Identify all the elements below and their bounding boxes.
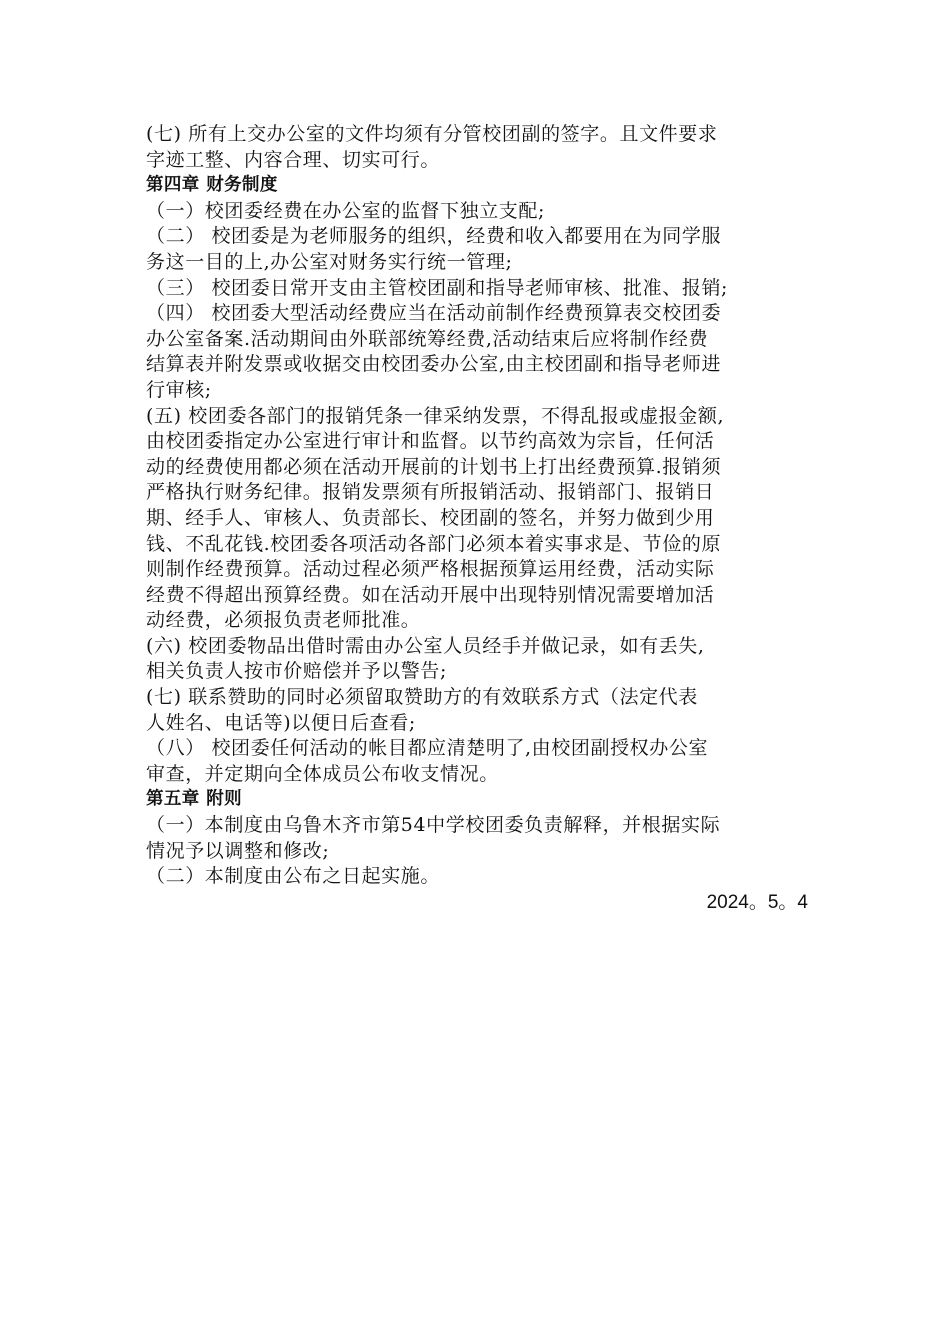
paragraph: [146, 224, 810, 275]
text-line: （三） 校团委日常开支由主管校团副和指导老师审核、批准、报销;: [146, 276, 729, 299]
text-line: 由校团委指定办公室进行审计和监督。以节约高效为宗旨，任何活: [146, 430, 715, 453]
text-line: 行审核;: [146, 378, 212, 401]
text-line: 则制作经费预算。活动过程必须严格根据预算运用经费，活动实际: [146, 558, 715, 581]
text-line: (七) 联系赞助的同时必须留取赞助方的有效联系方式（法定代表: [146, 686, 698, 709]
text-line: （一）本制度由乌鲁木齐市第54中学校团委负责解释，并根据实际: [146, 814, 721, 837]
document-date: 2024。5。4: [706, 891, 808, 913]
text-line: （二）本制度由公布之日起实施。: [146, 865, 441, 888]
paragraph: [146, 122, 810, 173]
paragraph: [146, 276, 810, 302]
text-line: 动的经费使用都必须在活动开展前的计划书上打出经费预算.报销须: [146, 455, 722, 478]
text-line: （一）校团委经费在办公室的监督下独立支配;: [146, 199, 546, 222]
text-line: 审查，并定期向全体成员公布收支情况。: [146, 762, 499, 785]
paragraph: [146, 685, 810, 736]
text-line: （四） 校团委大型活动经费应当在活动前制作经费预算表交校团委: [146, 302, 722, 325]
text-line: 期、经手人、审核人、负责部长、校团副的签名，并努力做到少用: [146, 506, 715, 529]
paragraph: [146, 864, 810, 890]
text-line: 办公室备案.活动期间由外联部统筹经费,活动结束后应将制作经费: [146, 327, 709, 350]
text-line: 严格执行财务纪律。报销发票须有所报销活动、报销部门、报销日: [146, 481, 715, 504]
text-line: 情况予以调整和修改;: [146, 839, 330, 862]
document-page: [146, 122, 810, 915]
text-line: （八） 校团委任何活动的帐目都应清楚明了,由校团副授权办公室: [146, 737, 709, 760]
chapter-heading: 第四章 财务制度: [146, 175, 278, 196]
text-line: （二） 校团委是为老师服务的组织，经费和收入都要用在为同学服: [146, 225, 722, 248]
paragraph: [146, 404, 810, 634]
text-line: (六) 校团委物品出借时需由办公室人员经手并做记录，如有丢失,: [146, 634, 705, 657]
text-line: 钱、不乱花钱.校团委各项活动各部门必须本着实事求是、节俭的原: [146, 532, 722, 555]
text-line: 务这一目的上,办公室对财务实行统一管理;: [146, 250, 513, 273]
text-line: 经费不得超出预算经费。如在活动开展中出现特别情况需要增加活: [146, 583, 715, 606]
text-line: 人姓名、电话等)以便日后查看;: [146, 711, 416, 734]
chapter-heading: 第五章 附则: [146, 789, 242, 810]
text-line: (五) 校团委各部门的报销凭条一律采纳发票，不得乱报或虚报金额,: [146, 404, 725, 427]
paragraph: [146, 813, 810, 864]
paragraph: [146, 301, 810, 403]
text-line: 结算表并附发票或收据交由校团委办公室,由主校团副和指导老师进: [146, 353, 722, 376]
text-line: 动经费，必须报负责老师批准。: [146, 609, 421, 632]
paragraph: [146, 634, 810, 685]
text-line: 相关负责人按市价赔偿并予以警告;: [146, 660, 448, 683]
text-line: (七) 所有上交办公室的文件均须有分管校团副的签字。且文件要求: [146, 123, 718, 145]
paragraph: [146, 736, 810, 787]
document-body: [146, 122, 810, 890]
text-line: 字迹工整、内容合理、切实可行。: [146, 148, 441, 171]
paragraph: [146, 199, 810, 225]
